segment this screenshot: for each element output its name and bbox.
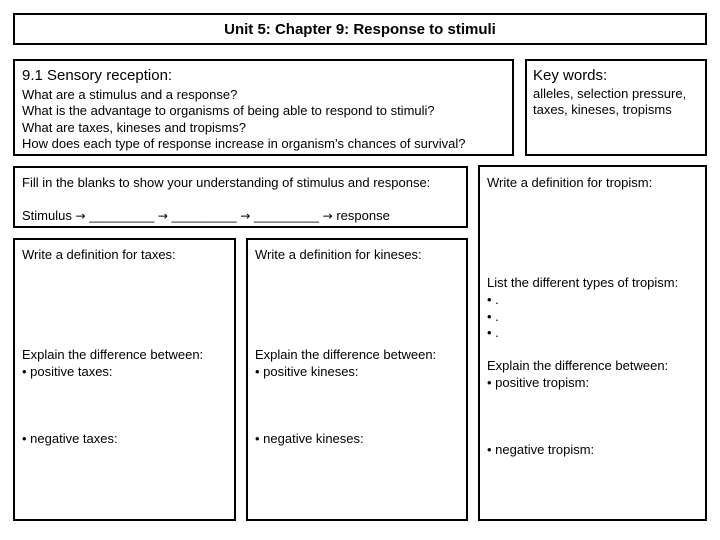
question-1: What are a stimulus and a response? (22, 87, 238, 102)
tropism-definition-prompt: Write a definition for tropism: (487, 175, 653, 190)
sensory-reception-heading: 9.1 Sensory reception: (22, 67, 173, 84)
page-title: Unit 5: Chapter 9: Response to stimuli (224, 21, 496, 38)
title-box (13, 13, 707, 45)
tropism-type-item: • . (487, 308, 499, 324)
kineses-definition-prompt: Write a definition for kineses: (255, 247, 422, 262)
negative-taxes-label: • negative taxes: (22, 431, 118, 446)
fill-in-blanks-instruction: Fill in the blanks to show your understanding of stimulus and response: (22, 175, 431, 190)
taxes-definition-prompt: Write a definition for taxes: (22, 247, 176, 262)
question-2: What is the advantage to organisms of being able to respond to stimuli? (22, 103, 435, 118)
tropism-difference-heading: Explain the difference between: (487, 358, 669, 373)
key-words-line-2: taxes, kineses, tropisms (533, 102, 672, 117)
stimulus-response-chain (22, 208, 390, 224)
blank-3[interactable]: _________ (253, 208, 320, 223)
response-label: response (336, 208, 390, 223)
key-words-line-1: alleles, selection pressure, (533, 86, 687, 101)
arrow-icon: → (240, 209, 251, 223)
kineses-difference-heading: Explain the difference between: (255, 347, 437, 362)
tropism-list-prompt: List the different types of tropism: (487, 275, 679, 290)
negative-kineses-label: • negative kineses: (255, 431, 364, 446)
arrow-icon: → (157, 209, 168, 223)
kineses-box (246, 238, 468, 521)
stimulus-label: Stimulus (22, 208, 72, 223)
fill-in-blanks-box (13, 166, 468, 228)
positive-kineses-label: • positive kineses: (255, 364, 359, 379)
tropism-type-list (487, 292, 499, 342)
tropism-type-item: • . (487, 325, 499, 340)
tropism-type-item: • . (487, 292, 499, 307)
arrow-icon: → (322, 209, 333, 223)
sensory-reception-box (13, 59, 514, 156)
arrow-icon: → (75, 209, 86, 223)
positive-tropism-label: • positive tropism: (487, 375, 590, 390)
blank-2[interactable]: _________ (171, 208, 237, 223)
blank-1[interactable]: _________ (89, 208, 155, 223)
tropism-box (478, 165, 707, 521)
key-words-box (525, 59, 707, 156)
taxes-difference-heading: Explain the difference between: (22, 347, 204, 362)
question-3: What are taxes, kineses and tropisms? (22, 120, 246, 135)
taxes-box (13, 238, 236, 521)
question-4: How does each type of response increase in organism’s chances of survival? (22, 136, 466, 151)
key-words-heading: Key words: (533, 67, 608, 84)
negative-tropism-label: • negative tropism: (487, 442, 595, 457)
positive-taxes-label: • positive taxes: (22, 364, 113, 379)
